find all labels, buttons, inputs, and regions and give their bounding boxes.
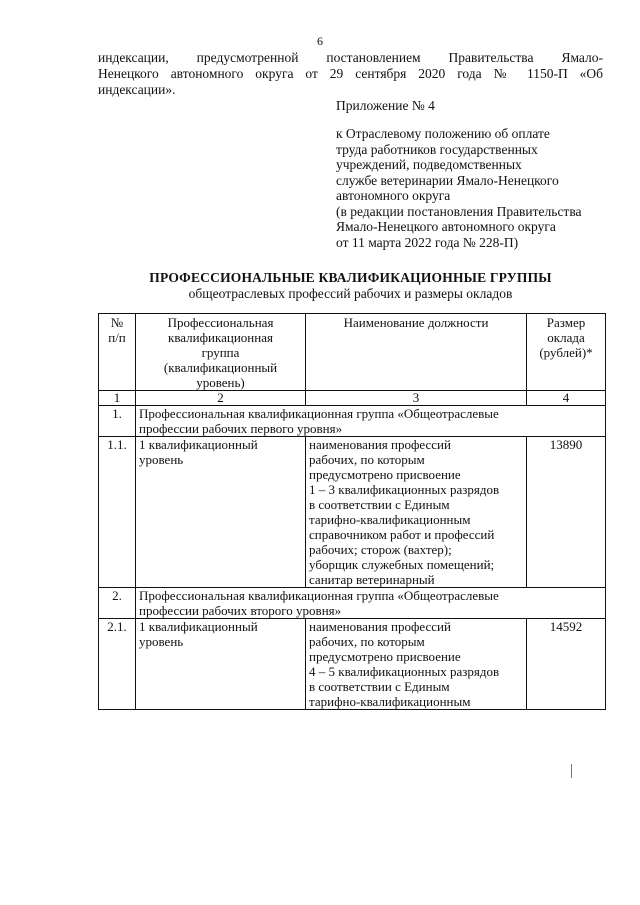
position-names: наименования профессий рабочих, по которым предусмотрено присвоение 4 – 5 квалификационных разрядов в соответствии с Единым тарифно-квалификационным — [306, 619, 527, 710]
group-row — [99, 406, 606, 437]
salary-value: 14592 — [527, 619, 606, 710]
row-number: 1. — [99, 406, 136, 437]
intro-line: индексации». — [98, 82, 176, 97]
appendix-reference — [336, 126, 616, 250]
header-number: № п/п — [99, 314, 136, 391]
qualification-level: 1 квалификационный уровень — [136, 437, 306, 588]
page-number: 6 — [317, 34, 323, 48]
table-header-row — [99, 314, 606, 391]
appendix-line: (в редакции постановления Правительства — [336, 203, 582, 219]
row-number: 1.1. — [99, 437, 136, 588]
appendix-line: труда работников государственных — [336, 141, 538, 157]
header-position-name: Наименование должности — [306, 314, 527, 391]
appendix-line: службе ветеринарии Ямало-Ненецкого — [336, 172, 559, 188]
table-row — [99, 437, 606, 588]
appendix-line: Ямало-Ненецкого автономного округа — [336, 219, 556, 234]
group-title: Профессиональная квалификационная группа «Общеотраслевые профессии рабочих второго уровня» — [136, 588, 606, 619]
header-qualification-group: Профессиональная квалификационная группа (квалификационный уровень) — [136, 314, 306, 391]
appendix-line: к Отраслевому положению об оплате — [336, 126, 550, 141]
appendix-line: автономного округа — [336, 188, 451, 203]
column-number: 1 — [99, 391, 136, 406]
group-title: Профессиональная квалификационная группа «Общеотраслевые профессии рабочих первого уровня» — [136, 406, 606, 437]
column-number-row — [99, 391, 606, 406]
column-number: 4 — [527, 391, 606, 406]
appendix-title: Приложение № 4 — [336, 98, 435, 113]
appendix-line: от 11 марта 2022 года № 228-П) — [336, 234, 519, 250]
intro-line: индексации, предусмотренной постановлением Правительства Ямало- — [98, 50, 603, 65]
intro-paragraph — [98, 50, 603, 98]
column-number: 3 — [306, 391, 527, 406]
row-number: 2. — [99, 588, 136, 619]
salary-value: 13890 — [527, 437, 606, 588]
salary-table — [98, 313, 606, 710]
appendix-line: учреждений, подведомственных — [336, 157, 522, 172]
scan-mark — [571, 764, 572, 778]
table-row — [99, 619, 606, 710]
qualification-level: 1 квалификационный уровень — [136, 619, 306, 710]
group-row — [99, 588, 606, 619]
position-names: наименования профессий рабочих, по которым предусмотрено присвоение 1 – 3 квалификационных разрядов в соответствии с Единым тарифно-квалификационным справочником работ и профессий рабочих; сторож (вахтер); уборщик служебных помещений; санитар ветеринарный — [306, 437, 527, 588]
row-number: 2.1. — [99, 619, 136, 710]
header-salary: Размер оклада (рублей)* — [527, 314, 606, 391]
intro-line: Ненецкого автономного округа от 29 сентября 2020 года № 1150-П «Об — [98, 66, 603, 81]
column-number: 2 — [136, 391, 306, 406]
document-subtitle: общеотраслевых профессий рабочих и размеры окладов — [188, 286, 513, 301]
document-title: ПРОФЕССИОНАЛЬНЫЕ КВАЛИФИКАЦИОННЫЕ ГРУППЫ — [149, 270, 552, 285]
